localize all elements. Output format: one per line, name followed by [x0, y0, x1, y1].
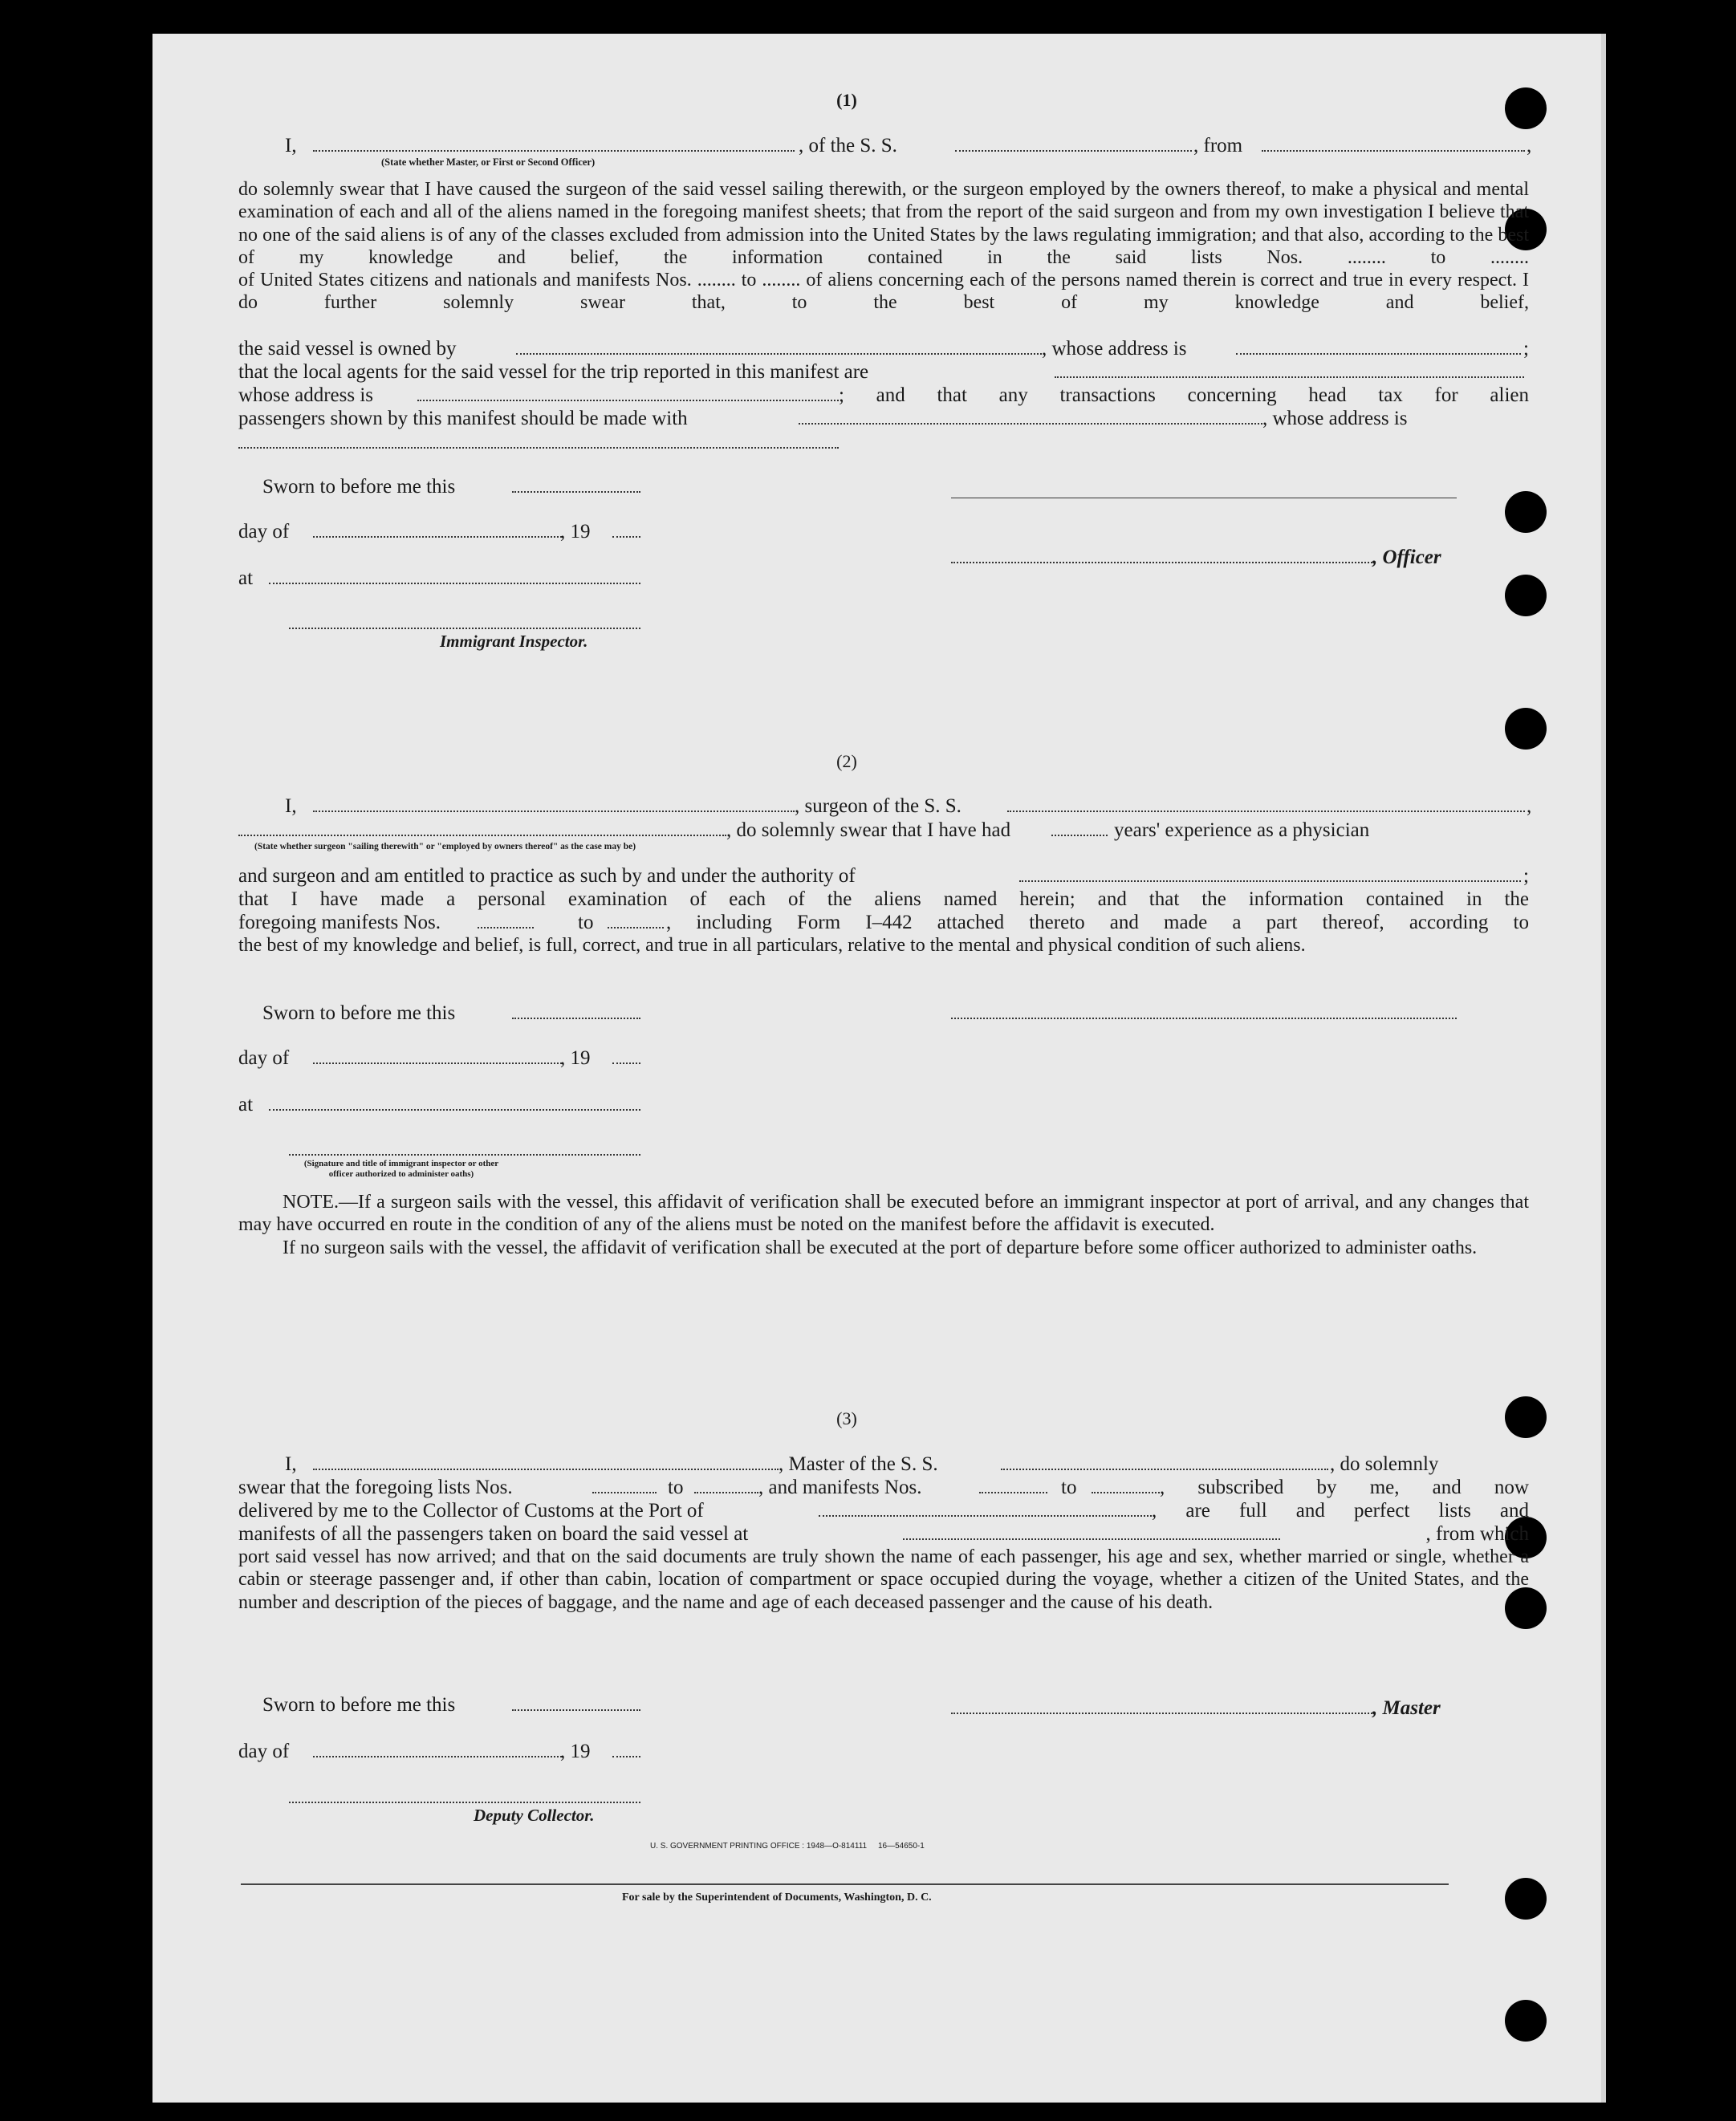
master-name-field[interactable] — [313, 1469, 779, 1470]
head-tax-text: ; and that any transactions concerning head tax for alien — [839, 384, 1529, 406]
signature-caption: (Signature and title of immigrant inspector or other officer authorized to administer oaths) — [303, 1159, 499, 1179]
affiant-label: I, — [285, 135, 297, 156]
sworn-label: Sworn to before me this — [262, 476, 456, 498]
delivered-text: delivered by me to the Collector of Customs at the Port of — [238, 1500, 704, 1522]
owner-field[interactable] — [516, 353, 1042, 355]
to-label: to — [1061, 1477, 1077, 1498]
oath-paragraph — [238, 178, 1529, 315]
year-field[interactable] — [612, 536, 640, 538]
sale-notice: For sale by the Superintendent of Documents, Washington, D. C. — [622, 1891, 932, 1904]
note-paragraph — [238, 1191, 1529, 1259]
line-end: ; — [1523, 865, 1529, 887]
at-label: at — [238, 1094, 254, 1115]
affiant-label: I, — [285, 1453, 297, 1475]
do-solemnly-text: , do solemnly — [1330, 1453, 1439, 1475]
manifests-to-field[interactable] — [1092, 1492, 1160, 1493]
agents-address-label: whose address is — [238, 384, 374, 406]
swear-text: , do solemnly swear that I have had — [726, 819, 1011, 841]
punch-hole — [1505, 491, 1547, 533]
note-text — [238, 1191, 1529, 1237]
manifest-to-field[interactable] — [608, 927, 664, 928]
note2-text: If no surgeon sails with the vessel, the affidavit of verification shall be executed at the port of departure before some officer authorized to administer oaths. — [283, 1237, 1478, 1258]
vessel-field[interactable] — [955, 150, 1192, 152]
years-field[interactable] — [1051, 835, 1108, 836]
at-label: at — [238, 567, 254, 589]
officer-label: , Officer — [1372, 547, 1441, 568]
owner-address-field[interactable] — [1236, 353, 1521, 355]
section-number: (1) — [836, 90, 857, 110]
punch-hole — [1505, 575, 1547, 616]
vessel-field[interactable] — [1007, 811, 1525, 812]
lists-from-field[interactable] — [592, 1492, 657, 1493]
form-text: , including Form I–442 attached thereto and made a part thereof, according to — [666, 912, 1529, 933]
day-of-label: day of — [238, 521, 290, 542]
manifests-label: , and manifests Nos. — [758, 1477, 922, 1498]
manifests-from-field[interactable] — [979, 1492, 1047, 1493]
surgeon-status-field[interactable] — [238, 835, 726, 836]
gpo-imprint: U. S. GOVERNMENT PRINTING OFFICE : 1948—O-814111 16—54650-1 — [650, 1842, 925, 1851]
local-agents-label: that the local agents for the said vessel for the trip reported in this manifest are — [238, 361, 869, 383]
sworn-date-field[interactable] — [512, 1018, 640, 1019]
manifest-from-field[interactable] — [478, 927, 534, 928]
embark-port-field[interactable] — [903, 1538, 1280, 1540]
day-of-field[interactable] — [313, 536, 562, 538]
to-label: to — [578, 912, 594, 933]
day-of-field[interactable] — [313, 1063, 562, 1064]
line-end: , — [1527, 795, 1532, 817]
authority-text: and surgeon and am entitled to practice as such by and under the authority of — [238, 865, 856, 887]
inspector-label: Immigrant Inspector. — [440, 632, 588, 651]
oath-text-2: of United States citizens and nationals and manifests Nos. ........ to ........ of aliens concerning each of the persons named therein is correct and true in every respect. I do further solemnly swear that, to the best of my knowledge and belief, — [238, 270, 1529, 314]
at-field[interactable] — [269, 1109, 640, 1111]
master-label: , Master — [1372, 1697, 1441, 1719]
day-of-label: day of — [238, 1047, 290, 1069]
to-label: to — [668, 1477, 684, 1498]
punch-hole — [1505, 1878, 1547, 1920]
day-of-field[interactable] — [313, 1756, 562, 1757]
local-agents-field[interactable] — [1055, 376, 1524, 378]
lists-to-field[interactable] — [694, 1492, 758, 1493]
passengers-text: passengers shown by this manifest should be made with — [238, 408, 688, 429]
contact-address-field[interactable] — [238, 447, 839, 449]
year-label: , 19 — [560, 1047, 591, 1069]
form-page — [152, 34, 1606, 2103]
subscribed-text: , subscribed by me, and now — [1160, 1477, 1529, 1498]
at-field[interactable] — [269, 583, 640, 584]
punch-hole — [1505, 1396, 1547, 1438]
documents-paragraph: port said vessel has now arrived; and that on the said documents are truly shown the name of each passenger, his age and sex, whether married or single, whether a cabin or steerage passenger and, if other than cabin, location of compartment or space occupied during the voyage, whether a citizen of the United States, and the number and description of the pieces of baggage, and the name and age of each deceased passenger and the cause of his death. — [238, 1546, 1529, 1613]
officer-field[interactable] — [951, 562, 1372, 563]
master-of-label: , Master of the S. S. — [779, 1453, 938, 1475]
agents-address-field[interactable] — [417, 400, 839, 401]
sworn-label: Sworn to before me this — [262, 1002, 456, 1024]
year-field[interactable] — [612, 1063, 640, 1064]
from-field[interactable] — [1262, 150, 1525, 152]
vessel-field[interactable] — [1001, 1469, 1328, 1470]
sworn-date-field[interactable] — [512, 1709, 640, 1711]
year-label: , 19 — [560, 1741, 591, 1762]
rank-field[interactable] — [313, 150, 795, 152]
port-field[interactable] — [819, 1515, 1152, 1517]
owned-by-label: the said vessel is owned by — [238, 338, 457, 360]
day-of-label: day of — [238, 1741, 290, 1762]
punch-hole — [1505, 2000, 1547, 2042]
years-text: years' experience as a physician — [1114, 819, 1370, 841]
affiant-label: I, — [285, 795, 297, 817]
authority-field[interactable] — [1019, 880, 1521, 882]
sworn-label: Sworn to before me this — [262, 1694, 456, 1716]
oath-text-1: do solemnly swear that I have caused the surgeon of the said vessel sailing therewith, or the surgeon employed by the owners thereof, to make a physical and mental examination of each and all of the aliens named in the foregoing manifest sheets; that from the report of the said surgeon and from my own investigation I believe that no one of the said aliens is of any of the classes excluded from admission into the United States by the laws regulating immigration; and that also, according to the best of my knowledge and belief, the information contained in the said lists Nos. ........ to ........ — [238, 179, 1529, 268]
surgeon-name-field[interactable] — [313, 811, 795, 812]
footer-rule — [241, 1883, 1449, 1885]
belief-paragraph: the best of my knowledge and belief, is full, correct, and true in all particulars, relative to the mental and physical condition of such aliens. — [238, 935, 1306, 956]
section-number: (2) — [836, 751, 857, 771]
full-perfect-text: , are full and perfect lists and — [1152, 1500, 1529, 1522]
contact-address-label: , whose address is — [1262, 408, 1408, 429]
surgeon-status-caption: (State whether surgeon "sailing therewith" or "employed by owners thereof" as the case may be) — [254, 842, 636, 851]
vessel-label: , of the S. S. — [799, 135, 897, 156]
punch-hole — [1505, 708, 1547, 750]
line-end: ; — [1523, 338, 1529, 360]
from-which-text: , from which — [1425, 1523, 1529, 1545]
head-tax-contact-field[interactable] — [799, 423, 1262, 425]
manifests-label: foregoing manifests Nos. — [238, 912, 441, 933]
section-number: (3) — [836, 1408, 857, 1428]
sworn-date-field[interactable] — [512, 491, 640, 493]
line-end: , — [1527, 135, 1532, 156]
inspector-signature-line[interactable] — [289, 1154, 640, 1156]
surgeon-of-label: , surgeon of the S. S. — [795, 795, 962, 817]
note-body: —If a surgeon sails with the vessel, this affidavit of verification shall be executed before an immigrant inspector at port of arrival, and any changes that may have occurred en route in the condition of any of the aliens must be noted on the manifest before the affidavit is executed. — [238, 1192, 1529, 1236]
master-signature-line[interactable] — [951, 1713, 1372, 1714]
deputy-collector-label: Deputy Collector. — [474, 1806, 595, 1825]
examination-text: that I have made a personal examination of each of the aliens named herein; and that the information contained in the — [238, 888, 1529, 910]
punch-hole — [1505, 87, 1547, 129]
year-field[interactable] — [612, 1756, 640, 1757]
rank-caption: (State whether Master, or First or Second Officer) — [381, 156, 596, 168]
year-label: , 19 — [560, 521, 591, 542]
manifests-all-text: manifests of all the passengers taken on board the said vessel at — [238, 1523, 749, 1545]
owner-address-label: , whose address is — [1042, 338, 1187, 360]
note-label: NOTE. — [283, 1192, 339, 1213]
surgeon-signature-line[interactable] — [951, 1018, 1457, 1019]
from-label: , from — [1193, 135, 1243, 156]
lists-label: swear that the foregoing lists Nos. — [238, 1477, 513, 1498]
